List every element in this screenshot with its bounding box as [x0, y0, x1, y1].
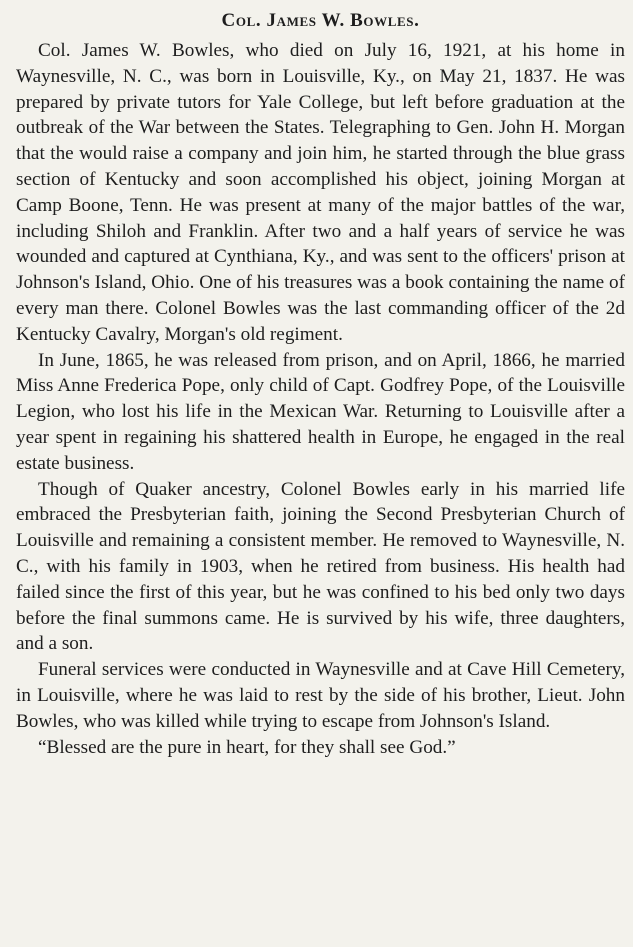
paragraph-faith: Though of Quaker ancestry, Colonel Bowles early in his married life embraced the Presbyterian faith, joining the Second Presbyterian Church of Louisville and remaining a consistent member. He removed to Waynesville, N. C., with his family in 1903, when he retired from business. His health had failed since the first of this year, but he was confined to his bed only two days before the final summons came. He is survived by his wife, three daughters, and a son. — [16, 478, 625, 655]
paragraph-marriage: In June, 1865, he was released from prison, and on April, 1866, he married Miss Anne Frederica Pope, only child of Capt. Godfrey Pope, of the Louisville Legion, who lost his life in the Mexican War. Returning to Louisville after a year spent in regaining his shattered health in Europe, he engaged in the real estate business. — [16, 349, 625, 474]
paragraph-quote: “Blessed are the pure in heart, for they shall see God.” — [38, 736, 456, 758]
paragraph-biography: Col. James W. Bowles, who died on July 16, 1921, at his home in Waynesville, N. C., was born in Louisville, Ky., on May 21, 1837. He was prepared by private tutors for Yale College, but left before graduation at the outbreak of the War between the States. Telegraphing to Gen. John H. Morgan that the would raise a company and join him, he started through the blue grass section of Kentucky and soon accomplished his object, joining Morgan at Camp Boone, Tenn. He was present at many of the major battles of the war, including Shiloh and Franklin. After two and a half years of service he was wounded and captured at Cynthiana, Ky., and was sent to the officers' prison at Johnson's Island, Ohio. One of his treasures was a book containing the name of every man there. Colonel Bowles was the last commanding officer of the 2d Kentucky Cavalry, Morgan's old regiment. — [16, 40, 625, 345]
paragraph-funeral: Funeral services were conducted in Waynesville and at Cave Hill Cemetery, in Louisville, where he was laid to rest by the side of his brother, Lieut. John Bowles, who was killed while trying to escape from Johnson's Island. — [16, 659, 625, 732]
article-title: Col. James W. Bowles. — [221, 10, 420, 31]
